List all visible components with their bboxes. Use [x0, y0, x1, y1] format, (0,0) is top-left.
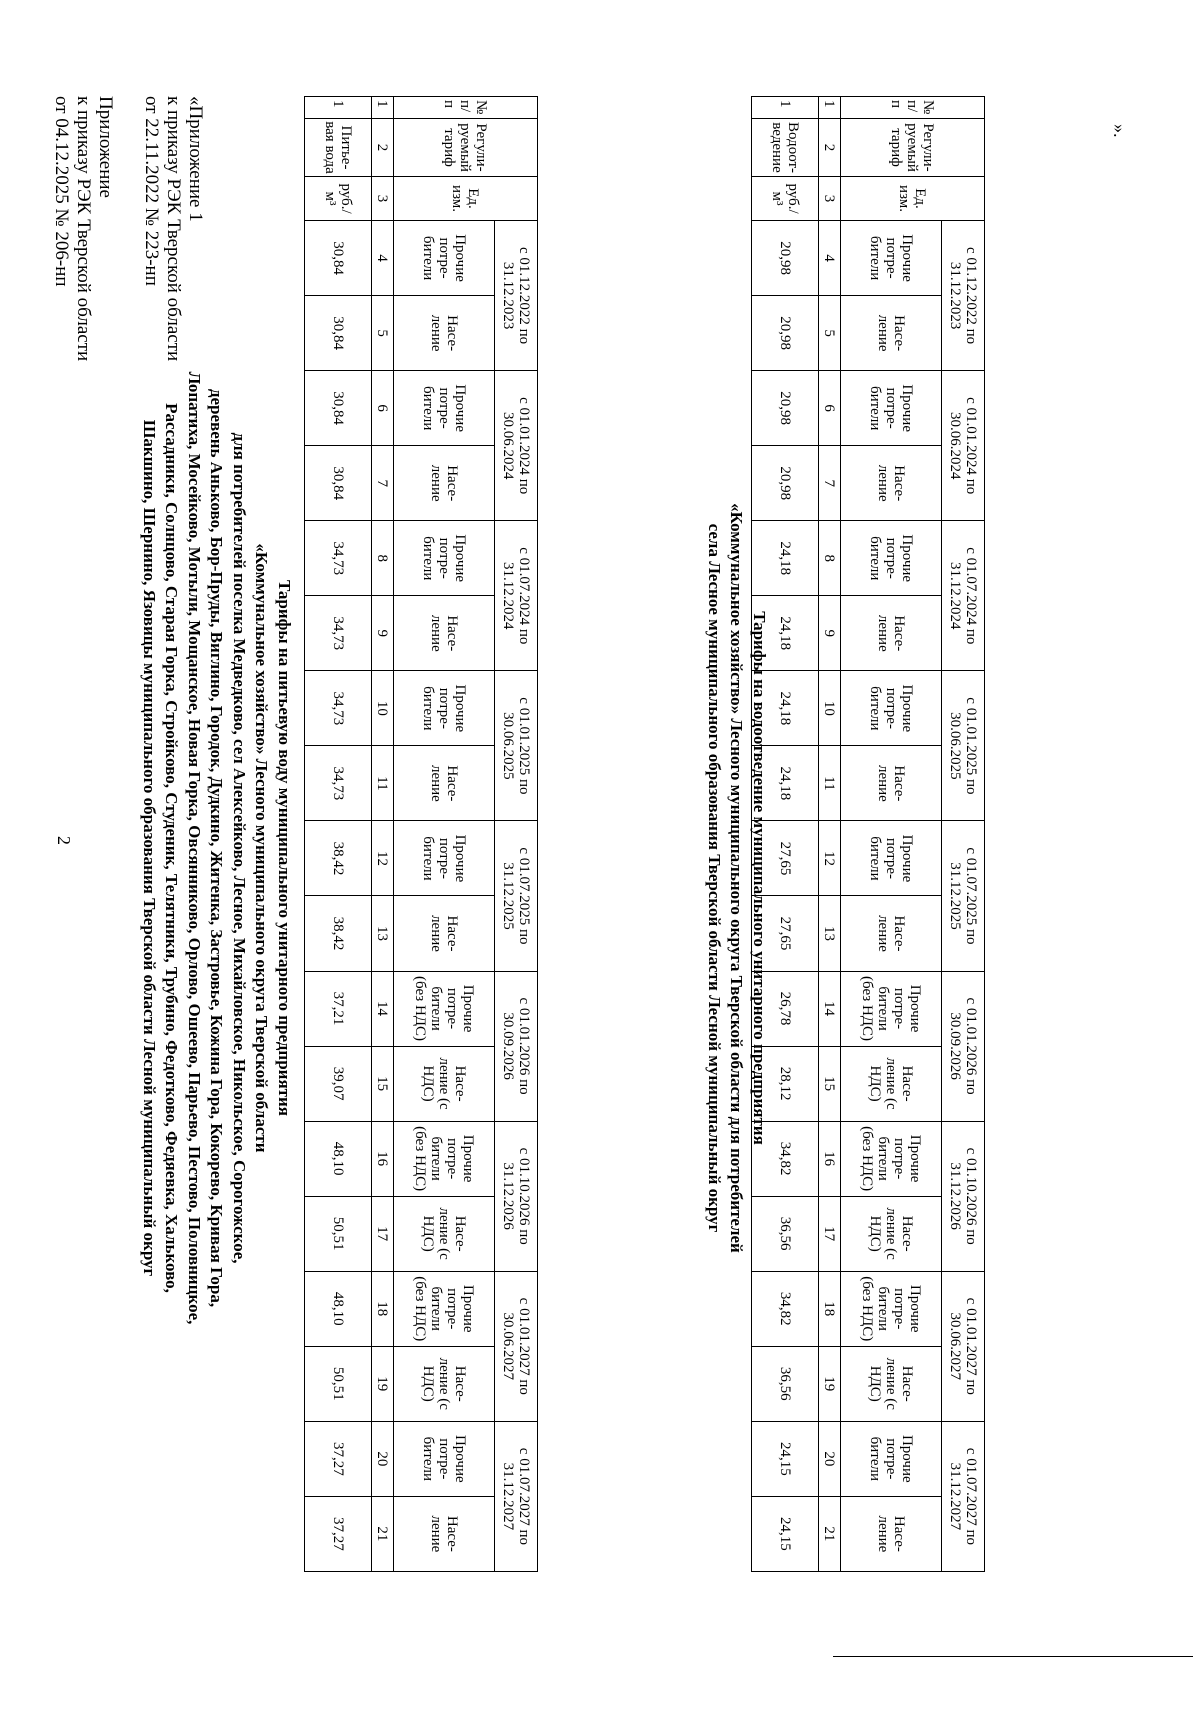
column-number: 11 [819, 746, 841, 821]
header-consumer-other: Прочие потре-бители [394, 1421, 495, 1496]
header-row [495, 97, 538, 1572]
header-consumer-other: Прочие потре-бители (без НДС) [394, 971, 495, 1046]
header-consumer-population: Насе-ление (с НДС) [394, 1346, 495, 1421]
header-period: с 01.01.2024 по 30.06.2024 [495, 371, 538, 521]
sewerage-tariff-table [751, 96, 985, 1572]
column-number: 10 [372, 671, 394, 746]
header-consumer-other: Прочие потре-бители (без НДС) [394, 1121, 495, 1196]
column-number: 8 [819, 521, 841, 596]
tariff-value: 26,78 [752, 971, 819, 1046]
header-period: с 01.07.2025 по 31.12.2025 [495, 821, 538, 971]
tariff-value: 24,18 [752, 596, 819, 671]
row-number: 1 [305, 97, 372, 119]
column-number: 5 [819, 296, 841, 371]
tariff-value: 34,73 [305, 671, 372, 746]
header-consumer-population: Насе-ление (с НДС) [394, 1046, 495, 1121]
appendix-current-line1: Приложение [95, 96, 116, 198]
tariff-value: 36,56 [752, 1196, 819, 1271]
header-consumer-other: Прочие потре-бители (без НДС) [841, 1271, 942, 1346]
header-consumer-population: Насе-ление [841, 746, 942, 821]
row-unit: руб./м³ [305, 177, 372, 221]
column-number: 12 [372, 821, 394, 896]
appendix-current [50, 96, 116, 361]
column-number: 4 [819, 221, 841, 296]
header-period: с 01.01.2027 по 30.06.2027 [942, 1271, 985, 1421]
tariff-value: 48,10 [305, 1121, 372, 1196]
header-consumer-population: Насе-ление [841, 896, 942, 971]
tariff-value: 24,15 [752, 1496, 819, 1571]
column-number: 21 [372, 1496, 394, 1571]
column-number: 14 [372, 971, 394, 1046]
header-period: с 01.07.2024 по 31.12.2024 [495, 521, 538, 671]
column-number: 21 [819, 1496, 841, 1571]
header-period: с 01.07.2027 по 31.12.2027 [942, 1421, 985, 1571]
tariff-value: 24,18 [752, 746, 819, 821]
footnote-separator-line [833, 1656, 1193, 1658]
table1-title-line: «Коммунальное хозяйство» Лесного муниципального округа Тверской области [252, 543, 272, 1153]
tariff-value: 38,42 [305, 821, 372, 896]
header-no: № п/п [394, 97, 538, 119]
header-consumer-population: Насе-ление [394, 1496, 495, 1571]
header-consumer-other: Прочие потре-бители [841, 1421, 942, 1496]
column-number: 6 [819, 371, 841, 446]
column-number: 14 [819, 971, 841, 1046]
tariff-value: 30,84 [305, 371, 372, 446]
tariff-value: 37,21 [305, 971, 372, 1046]
column-number: 1 [819, 97, 841, 119]
column-number: 12 [819, 821, 841, 896]
column-number-row [372, 97, 394, 1572]
column-number: 5 [372, 296, 394, 371]
header-unit: Ед. изм. [841, 177, 985, 221]
header-consumer-other: Прочие потре-бители [394, 671, 495, 746]
header-period: с 01.07.2027 по 31.12.2027 [495, 1421, 538, 1571]
column-number: 10 [819, 671, 841, 746]
tariff-value: 24,15 [752, 1421, 819, 1496]
header-consumer-population: Насе-ление [394, 446, 495, 521]
column-number: 20 [372, 1421, 394, 1496]
tariff-value: 28,12 [752, 1046, 819, 1121]
column-number: 16 [819, 1121, 841, 1196]
header-period: с 01.10.2026 по 31.12.2026 [942, 1121, 985, 1271]
header-consumer-population: Насе-ление (с НДС) [841, 1046, 942, 1121]
header-consumer-other: Прочие потре-бители [394, 821, 495, 896]
appendix-original-line2: к приказу РЭК Тверской области [163, 96, 184, 362]
header-period: с 01.01.2026 по 30.09.2026 [495, 971, 538, 1121]
tariff-value: 20,98 [752, 296, 819, 371]
table1-title-line: деревень Аньково, Бор-Пруды, Виглино, Городок, Дудкино, Житенка, Застровье, Кожина Гора, Кокорево, Кривая Гора, [207, 388, 227, 1308]
tariff-value: 38,42 [305, 896, 372, 971]
column-number: 9 [372, 596, 394, 671]
tariff-value: 50,51 [305, 1346, 372, 1421]
header-consumer-population: Насе-ление [841, 446, 942, 521]
table-row [305, 97, 372, 1572]
tariff-value: 30,84 [305, 221, 372, 296]
header-subrow [394, 97, 495, 1572]
table2-title-line: села Лесное муниципального образования Тверской области Лесной муниципальный округ [705, 523, 724, 1233]
column-number: 9 [819, 596, 841, 671]
tariff-value: 27,65 [752, 821, 819, 896]
tariff-value: 24,18 [752, 671, 819, 746]
column-number: 6 [372, 371, 394, 446]
header-consumer-other: Прочие потре-бители [841, 221, 942, 296]
tariff-value: 30,84 [305, 446, 372, 521]
column-number: 15 [819, 1046, 841, 1121]
column-number: 13 [372, 896, 394, 971]
table-row [752, 97, 819, 1572]
header-consumer-population: Насе-ление [841, 1496, 942, 1571]
header-period: с 01.10.2026 по 31.12.2026 [495, 1121, 538, 1271]
table1-title-line: Шакшино, Шернино, Язовицы муниципального образования Тверской области Лесной муниципальный округ [140, 419, 159, 1277]
column-number: 7 [819, 446, 841, 521]
row-number: 1 [752, 97, 819, 119]
header-consumer-population: Насе-ление [394, 296, 495, 371]
column-number: 19 [819, 1346, 841, 1421]
header-period: с 01.12.2022 по 31.12.2023 [942, 221, 985, 371]
header-consumer-population: Насе-ление [841, 296, 942, 371]
tariff-value: 20,98 [752, 371, 819, 446]
tariff-value: 37,27 [305, 1421, 372, 1496]
header-consumer-population: Насе-ление [841, 596, 942, 671]
column-number: 7 [372, 446, 394, 521]
tariff-value: 50,51 [305, 1196, 372, 1271]
column-number-row [819, 97, 841, 1572]
header-period: с 01.01.2024 по 30.06.2024 [942, 371, 985, 521]
column-number: 20 [819, 1421, 841, 1496]
header-consumer-population: Насе-ление [394, 596, 495, 671]
tariff-value: 34,82 [752, 1121, 819, 1196]
table1-title-line: Лопатиха, Мосейково, Мотыли, Мощанское, Новая Горка, Овсянниково, Орлово, Ошеево, Парьево, Пестово, Половницкое, [185, 371, 204, 1325]
header-consumer-other: Прочие потре-бители (без НДС) [394, 1271, 495, 1346]
row-tariff-name: Водоот-ведение [752, 119, 819, 177]
header-subrow [841, 97, 942, 1572]
header-consumer-other: Прочие потре-бители [394, 371, 495, 446]
tariff-value: 39,07 [305, 1046, 372, 1121]
table2-title-line: «Коммунальное хозяйство» Лесного муниципального округа Тверской области для потребителей [727, 503, 747, 1253]
column-number: 19 [372, 1346, 394, 1421]
header-consumer-other: Прочие потре-бители [841, 821, 942, 896]
column-number: 1 [372, 97, 394, 119]
header-period: с 01.01.2026 по 30.09.2026 [942, 971, 985, 1121]
tariff-value: 24,18 [752, 521, 819, 596]
column-number: 4 [372, 221, 394, 296]
header-tariff: Регули-руемый тариф [841, 119, 985, 177]
tariff-value: 20,98 [752, 221, 819, 296]
table1-title [138, 0, 296, 1696]
header-period: с 01.01.2025 по 30.06.2025 [495, 671, 538, 821]
tariff-value: 36,56 [752, 1346, 819, 1421]
header-no: № п/п [841, 97, 985, 119]
tariff-value: 34,73 [305, 521, 372, 596]
header-period: с 01.07.2024 по 31.12.2024 [942, 521, 985, 671]
table1-title-line: Рассадники, Солнцово, Старая Горка, Стройково, Студеник, Телятники, Трубино, Федотково, Федяевка, Хальково, [162, 403, 182, 1293]
header-consumer-other: Прочие потре-бители [841, 521, 942, 596]
header-consumer-other: Прочие потре-бители [394, 521, 495, 596]
column-number: 8 [372, 521, 394, 596]
tariff-value: 34,82 [752, 1271, 819, 1346]
column-number: 2 [372, 119, 394, 177]
tariff-value: 27,65 [752, 896, 819, 971]
column-number: 3 [372, 177, 394, 221]
column-number: 18 [819, 1271, 841, 1346]
page-number: 2 [54, 836, 74, 845]
column-number: 17 [819, 1196, 841, 1271]
tariff-value: 48,10 [305, 1271, 372, 1346]
header-consumer-other: Прочие потре-бители [841, 671, 942, 746]
water-tariff-table [304, 96, 538, 1572]
header-row [942, 97, 985, 1572]
header-unit: Ед. изм. [394, 177, 538, 221]
table1-title-line: для потребителей поселка Медведково, сел Алексейково, Лесное, Михайловское, Никольское, Сорогожское, [230, 432, 249, 1264]
header-consumer-other: Прочие потре-бители [841, 371, 942, 446]
header-period: с 01.07.2025 по 31.12.2025 [942, 821, 985, 971]
tariff-value: 34,73 [305, 596, 372, 671]
tariff-value: 20,98 [752, 446, 819, 521]
appendix-current-line3: от 04.12.2025 № 206-нп [51, 96, 72, 287]
header-period: с 01.12.2022 по 31.12.2023 [495, 221, 538, 371]
header-period: с 01.01.2025 по 30.06.2025 [942, 671, 985, 821]
column-number: 17 [372, 1196, 394, 1271]
table2-title-line: Тарифы на водоотведение муниципального унитарного предприятия [750, 611, 769, 1145]
header-period: с 01.01.2027 по 30.06.2027 [495, 1271, 538, 1421]
appendix-current-line2: к приказу РЭК Тверской области [73, 96, 94, 362]
header-consumer-population: Насе-ление (с НДС) [841, 1346, 942, 1421]
header-consumer-other: Прочие потре-бители [394, 221, 495, 296]
header-consumer-population: Насе-ление [394, 746, 495, 821]
column-number: 15 [372, 1046, 394, 1121]
header-consumer-other: Прочие потре-бители (без НДС) [841, 1121, 942, 1196]
column-number: 2 [819, 119, 841, 177]
header-consumer-population: Насе-ление (с НДС) [841, 1196, 942, 1271]
row-tariff-name: Питье-вая вода [305, 119, 372, 177]
closing-quote-mark: ». [1110, 124, 1130, 138]
tariff-value: 30,84 [305, 296, 372, 371]
tariff-value: 34,73 [305, 746, 372, 821]
tariff-value: 37,27 [305, 1496, 372, 1571]
column-number: 3 [819, 177, 841, 221]
table1-title-line: Тарифы на питьевую воду муниципального унитарного предприятия [275, 579, 294, 1116]
appendix-original-line1: «Приложение 1 [185, 96, 206, 222]
header-consumer-other: Прочие потре-бители (без НДС) [841, 971, 942, 1046]
column-number: 16 [372, 1121, 394, 1196]
header-tariff: Регули-руемый тариф [394, 119, 538, 177]
row-unit: руб./м³ [752, 177, 819, 221]
column-number: 11 [372, 746, 394, 821]
column-number: 13 [819, 896, 841, 971]
appendix-original-line3: от 22.11.2022 № 223-нп [141, 96, 162, 286]
header-consumer-population: Насе-ление (с НДС) [394, 1196, 495, 1271]
header-consumer-population: Насе-ление [394, 896, 495, 971]
column-number: 18 [372, 1271, 394, 1346]
